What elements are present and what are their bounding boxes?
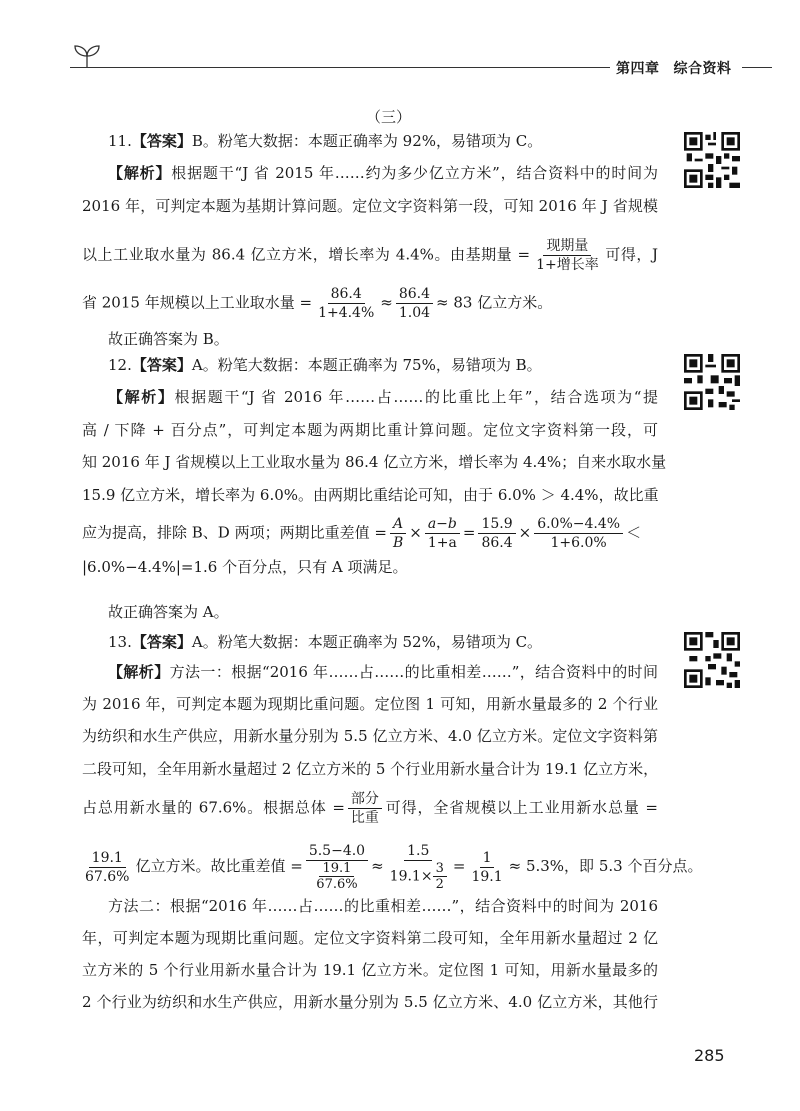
q11-analysis-line-1: 【解析】根据题干“J 省 2015 年……约为多少亿立方米”，结合资料中的时间为 [108, 164, 658, 182]
q13-method2-line-1: 方法二：根据“2016 年……占……的比重相差……”，结合资料中的时间为 2016 [108, 897, 658, 915]
q13-analysis-line-3: 为纺织和水生产供应，用新水量分别为 5.5 亿立方米、4.0 亿立方米。定位文字资料第 [82, 727, 658, 745]
q12-conclusion: 故正确答案为 A。 [108, 603, 229, 621]
q11-conclusion: 故正确答案为 B。 [108, 330, 229, 348]
q11-analysis-line-3: 以上工业取水量为 86.4 亿立方米，增长率为 4.4%。由基期量 = $\frac{\text{现期量}}{\text{1+增长率}}$ 可得，J [82, 238, 658, 273]
q12-analysis-line-6: |6.0%−4.4%|=1.6 个百分点，只有 A 项满足。 [82, 558, 408, 576]
qr-code-icon[interactable] [684, 132, 740, 188]
qr-code-icon[interactable] [684, 632, 740, 688]
q13-method2-line-3: 立方米的 5 个行业用新水量合计为 19.1 亿立方米。定位图 1 可知，用新水量最多的 [82, 961, 658, 979]
q13-analysis-line-2: 为 2016 年，可判定本题为现期比重问题。定位图 1 可知，用新水量最多的 2 个行业 [82, 695, 658, 713]
q13-analysis-line-4: 二段可知，全年用新水量超过 2 亿立方米的 5 个行业用新水量合计为 19.1 亿立方米， [82, 760, 659, 778]
q12-analysis-line-2: 高 / 下降 + 百分点”，可判定本题为两期比重计算问题。定位文字资料第一段，可 [82, 421, 658, 439]
q12-analysis-line-3: 知 2016 年 J 省规模以上工业取水量为 86.4 亿立方米，增长率为 4.4%；自来水取水量 [82, 453, 667, 471]
formula-base-period: $\frac{\text{现期量}}{\text{1+增长率}}$ [536, 238, 599, 273]
q13-answer-line: 13.【答案】A。粉笔大数据：本题正确率为 52%，易错项为 C。 [108, 633, 543, 651]
header-rule [70, 67, 610, 68]
chapter-section: 综合资料 [673, 61, 732, 77]
q13-analysis-line-6: $\frac{19.1}{67.6\%}$ 亿立方米。故比重差值 = $\frac{5.5-4.0}{\frac{19.1}{67.6\%}}$ ≈ 1.5 19.1× $\frac{3}{2}$ = $\frac{1}{19.1}$ ≈ 5.3%，即 5.3 个百分点。 [85, 843, 703, 892]
q13-method2-line-4: 2 个行业为纺织和水生产供应，用新水量分别为 5.5 亿立方米、4.0 亿立方米，其他行 [82, 993, 658, 1011]
chapter-label: 第四章 [616, 61, 660, 77]
section-title: （三） [366, 108, 412, 126]
qr-code-icon[interactable] [684, 354, 740, 410]
q12-analysis-line-1: 【解析】根据题干“J 省 2016 年……占……的比重比上年”，结合选项为“提 [108, 388, 658, 406]
q13-method2-line-2: 年，可判定本题为现期比重问题。定位文字资料第二段可知，全年用新水量超过 2 亿 [82, 929, 658, 947]
q11-analysis-line-2: 2016 年，可判定本题为基期计算问题。定位文字资料第一段，可知 2016 年 J 省规模 [82, 197, 658, 215]
q12-analysis-line-4: 15.9 亿立方米，增长率为 6.0%。由两期比重结论可知，由于 6.0% ＞ 4.4%，故比重 [82, 486, 659, 504]
q13-analysis-line-5: 占总用新水量的 67.6%。根据总体 = $\frac{\text{部分}}{\text{比重}}$ 可得，全省规模以上工业用新水总量 = [82, 791, 658, 826]
q11-answer-line: 11.【答案】B。粉笔大数据：本题正确率为 92%，易错项为 C。 [108, 132, 543, 150]
q12-answer-line: 12.【答案】A。粉笔大数据：本题正确率为 75%，易错项为 B。 [108, 356, 542, 374]
q12-analysis-line-5: 应为提高，排除 B、D 两项；两期比重差值 = $\frac{A}{B}$ × $\frac{a-b}{1+a}$ = $\frac{15.9}{86.4}$ × $\frac{6.0\%-4.4\%}{1+6.0\%}$ ＜ [82, 516, 642, 551]
q13-analysis-line-1: 【解析】方法一：根据“2016 年……占……的比重相差……”，结合资料中的时间 [108, 663, 658, 681]
page-number: 285 [694, 1046, 725, 1065]
running-header [616, 58, 732, 78]
header-rule-right [742, 67, 772, 68]
q11-analysis-line-4: 省 2015 年规模以上工业取水量 = $\frac{86.4}{1+4.4\%}$ ≈ $\frac{86.4}{1.04}$ ≈ 83 亿立方米。 [82, 286, 553, 321]
